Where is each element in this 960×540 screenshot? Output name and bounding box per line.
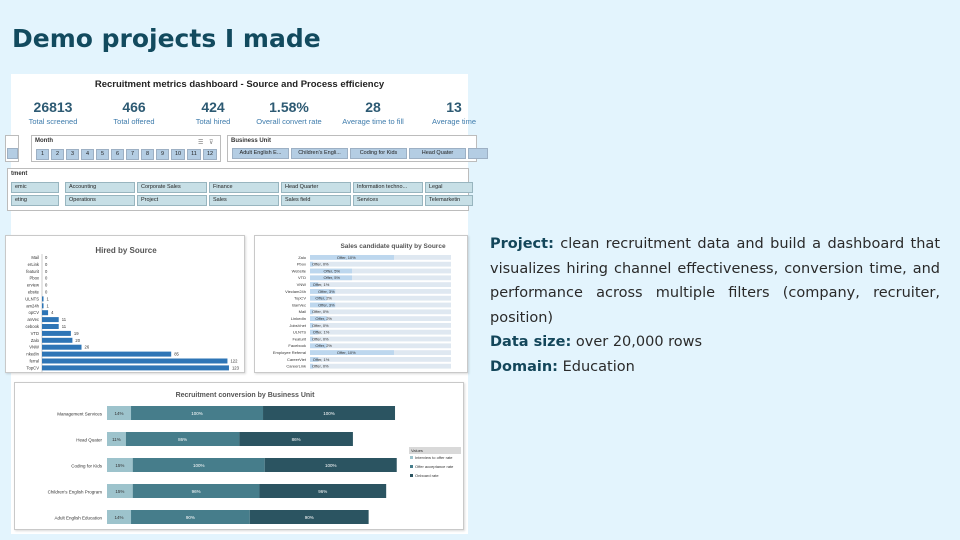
month-button[interactable]: 1 — [36, 149, 49, 160]
kpi-total-screened — [13, 99, 93, 126]
legend-title: Values — [411, 448, 423, 453]
legend-entry: Interview to offer rate — [415, 455, 453, 460]
tick-label: VNW — [296, 282, 306, 287]
bu-button[interactable]: Children's Engli... — [291, 148, 348, 159]
month-button[interactable]: 6 — [111, 149, 124, 160]
bu-button[interactable]: Head Quater — [409, 148, 466, 159]
department-button[interactable]: Information techno... — [353, 182, 423, 193]
data-label: Offer, 0% — [312, 363, 329, 369]
tick-label: LinkedIn — [290, 316, 306, 321]
tick-label: erview — [26, 282, 39, 288]
data-label: Offer, 10% — [336, 350, 356, 355]
data-size-label: Data size: — [490, 334, 572, 350]
month-slicer — [31, 135, 221, 162]
chart-title: Recruitment conversion by Business Unit — [175, 392, 315, 399]
tick-label: ULNTS — [292, 329, 306, 335]
bar — [42, 303, 44, 308]
business-unit-slicer — [227, 135, 477, 162]
data-label: 90% — [185, 515, 195, 520]
tick-label: VTD — [30, 330, 39, 336]
month-button[interactable]: 9 — [156, 149, 169, 160]
legend-entry: Offer acceptance rate — [415, 464, 454, 469]
data-label: 0 — [45, 275, 48, 281]
slicer-partial-button[interactable] — [7, 148, 18, 159]
legend-swatch — [410, 465, 413, 468]
data-label: 86% — [291, 437, 301, 442]
data-label: Offer, 0% — [312, 261, 329, 267]
bar-track — [310, 364, 451, 369]
department-button[interactable]: Accounting — [65, 182, 135, 193]
data-label: 0 — [45, 282, 48, 288]
department-button[interactable]: Sales — [209, 195, 279, 206]
data-label: 14% — [114, 411, 124, 416]
tick-label: Children's English Program — [47, 489, 102, 495]
tick-label: Pbox — [296, 261, 306, 267]
slide-title: Demo projects I made — [12, 24, 321, 53]
tick-label: Mail — [31, 255, 39, 260]
bar-track — [310, 262, 451, 267]
data-label: Offer, 2% — [315, 295, 332, 301]
tick-label: Employee Referral — [272, 350, 306, 355]
candidate-quality-panel — [254, 235, 468, 373]
tick-label: CareerViet — [286, 356, 306, 362]
domain-text: Education — [562, 358, 635, 375]
legend-swatch — [410, 456, 413, 459]
bar — [42, 338, 72, 343]
data-label: 86% — [178, 437, 188, 442]
bar-track — [310, 330, 451, 335]
department-button[interactable]: eting — [11, 195, 59, 206]
tick-label: Adult English Education — [54, 515, 102, 521]
kpi-value: 424 — [201, 99, 225, 115]
chart-title: Sales candidate quality by Source — [340, 243, 446, 250]
kpi-value: 26813 — [33, 99, 73, 115]
bar-track — [310, 337, 451, 342]
bar — [42, 359, 227, 364]
bu-button[interactable]: Coding for Kids — [350, 148, 407, 159]
data-label: 100% — [191, 411, 203, 416]
bar — [42, 365, 229, 370]
data-label: 4 — [51, 310, 54, 316]
data-label: 26 — [84, 344, 90, 350]
data-label: Offer, 2% — [315, 316, 332, 321]
tick-label: Vieclam24h — [285, 288, 306, 294]
tick-label: BanVec — [292, 302, 306, 308]
bu-button[interactable]: Adult English E... — [232, 148, 289, 159]
tick-label: cebook — [25, 324, 39, 329]
month-button[interactable]: 3 — [66, 149, 79, 160]
department-button[interactable]: Telemarketin — [425, 195, 473, 206]
kpi-label: Overall convert rate — [256, 117, 322, 126]
multi-select-icon[interactable]: ☰ — [198, 140, 204, 146]
data-label: 100% — [323, 411, 335, 416]
tick-label: ULNTS — [25, 296, 39, 302]
bar — [42, 324, 59, 329]
data-label: 122 — [230, 358, 238, 364]
bu-slicer-title: Business Unit — [231, 138, 272, 144]
kpi-time-to-fill — [333, 99, 413, 126]
dashboard-screenshot — [11, 74, 477, 534]
legend-swatch — [410, 474, 413, 477]
project-description — [490, 232, 940, 379]
bar-track — [310, 282, 451, 287]
tick-label: am24h — [26, 303, 39, 309]
data-label: 20 — [75, 337, 81, 343]
legend-entry: Onboard rate — [415, 473, 439, 478]
department-button[interactable]: emic — [11, 182, 59, 193]
bar — [42, 310, 48, 315]
kpi-label: Total offered — [113, 117, 155, 126]
month-button[interactable]: 2 — [51, 149, 64, 160]
month-button[interactable]: 7 — [126, 149, 139, 160]
tick-label: nkedIn — [26, 351, 39, 357]
kpi-label: Total hired — [195, 117, 231, 126]
tick-label: Website — [291, 268, 306, 274]
data-label: Offer, 0% — [312, 309, 329, 315]
data-label: 14% — [114, 515, 124, 520]
data-label: 96% — [318, 489, 328, 494]
tick-label: Featurit — [292, 336, 306, 342]
tick-label: erLink — [27, 261, 39, 267]
bar-track — [310, 323, 451, 328]
bu-conversion-panel — [14, 382, 464, 530]
month-button[interactable]: 11 — [187, 149, 201, 160]
bu-conversion-chart — [15, 383, 465, 531]
bar — [42, 317, 59, 322]
chart-title: Hired by Source — [95, 246, 157, 255]
bu-button[interactable] — [468, 148, 488, 159]
data-label: Offer, 2% — [315, 343, 332, 349]
data-label: Offer, 5% — [323, 268, 341, 274]
tick-label: featurit — [26, 268, 39, 274]
kpi-value: 1.58% — [269, 99, 309, 115]
tick-label: Facebook — [288, 343, 306, 349]
department-slicer-title: tment — [11, 171, 28, 177]
bar — [42, 352, 171, 357]
data-label: 1 — [46, 303, 49, 309]
bar — [42, 331, 71, 336]
data-label: 0 — [45, 255, 48, 260]
month-button[interactable]: 5 — [96, 149, 109, 160]
tick-label: VTD — [298, 275, 306, 281]
tick-label: ebsite — [27, 289, 39, 295]
department-button[interactable]: Head Quarter — [281, 182, 351, 193]
tick-label: ferral — [29, 358, 39, 364]
data-label: 11% — [112, 437, 121, 442]
tick-label: opCV — [28, 310, 39, 316]
slicer-partial — [5, 135, 19, 162]
department-slicer — [7, 168, 469, 211]
clear-filter-icon[interactable]: ⊽ — [209, 140, 214, 146]
bar — [42, 345, 82, 350]
tick-label: Zalo — [298, 254, 306, 260]
data-label: 15% — [115, 489, 125, 494]
project-label: Project: — [490, 236, 554, 252]
kpi-average-time — [414, 99, 494, 126]
tick-label: JobsVnet — [289, 322, 306, 328]
data-label: 0 — [45, 268, 48, 274]
data-label: 19 — [73, 330, 79, 336]
data-label: Offer, 10% — [336, 254, 356, 260]
data-label: Offer, 3% — [318, 288, 335, 294]
data-label: 85 — [174, 351, 179, 357]
kpi-label: Total screened — [28, 117, 78, 126]
data-label: 0 — [45, 289, 48, 295]
data-label: Offer, 0% — [312, 322, 329, 328]
data-label: Offer, 0% — [312, 336, 329, 342]
data-label: 11 — [61, 324, 67, 329]
tick-label: Pbox — [29, 275, 39, 281]
kpi-value: 13 — [446, 99, 462, 115]
department-button[interactable]: Sales field — [281, 195, 351, 206]
tick-label: Zalo — [30, 337, 39, 343]
data-label: Offer, 1% — [312, 329, 330, 335]
kpi-value: 28 — [365, 99, 381, 115]
dashboard-title: Recruitment metrics dashboard - Source and Process efficiency — [94, 79, 385, 90]
tick-label: anVec — [27, 317, 39, 323]
month-button[interactable]: 10 — [171, 149, 185, 160]
data-label: Offer, 3% — [318, 302, 335, 308]
bar — [42, 296, 44, 301]
data-label: 11 — [61, 317, 67, 323]
tick-label: CareerLink — [286, 363, 306, 369]
data-label: Offer, 1% — [312, 356, 330, 362]
department-button[interactable]: Services — [353, 195, 423, 206]
data-label: 1 — [46, 296, 49, 302]
kpi-total-offered — [94, 99, 174, 126]
department-button[interactable]: Legal — [425, 182, 473, 193]
data-label: Offer, 1% — [312, 282, 330, 287]
data-label: 15% — [115, 463, 125, 468]
data-label: 123 — [231, 365, 239, 371]
month-button[interactable]: 12 — [203, 149, 217, 160]
tick-label: TopCV — [26, 365, 39, 371]
domain-label: Domain: — [490, 358, 558, 375]
data-label: Offer, 5% — [323, 275, 341, 281]
data-label: 96% — [191, 489, 201, 494]
tick-label: TopCV — [293, 295, 306, 301]
project-text: clean recruitment data and build a dashboard that visualizes hiring channel effectiveness, conversion time, and performance across multiple filters (company, recruiter, position) — [490, 236, 941, 326]
month-button[interactable]: 4 — [81, 149, 94, 160]
month-button[interactable]: 8 — [141, 149, 154, 160]
tick-label: Management Services — [57, 411, 102, 417]
department-button[interactable]: Finance — [209, 182, 279, 193]
hired-by-source-chart — [6, 236, 246, 374]
data-label: 100% — [324, 463, 337, 468]
month-slicer-title: Month — [35, 138, 53, 144]
kpi-convert-rate — [249, 99, 329, 126]
candidate-quality-chart — [255, 236, 469, 374]
kpi-label: Average time to fill — [342, 117, 404, 126]
tick-label: Coding for Kids — [71, 463, 102, 469]
kpi-label: Average time — [431, 117, 477, 126]
tick-label: VNW — [29, 344, 39, 350]
bar-track — [310, 357, 451, 362]
department-button[interactable]: Project — [137, 195, 207, 206]
data-size-text: over 20,000 rows — [575, 334, 703, 350]
tick-label: Head Quater — [76, 437, 102, 443]
tick-label: Mail — [298, 309, 306, 315]
kpi-total-hired — [173, 99, 253, 126]
bar-track — [310, 309, 451, 314]
hired-by-source-panel — [5, 235, 245, 373]
data-label: 100% — [192, 463, 205, 468]
data-label: 0 — [45, 261, 48, 267]
department-button[interactable]: Operations — [65, 195, 135, 206]
data-label: 90% — [304, 515, 314, 520]
kpi-value: 466 — [122, 99, 146, 115]
department-button[interactable]: Corporate Sales — [137, 182, 207, 193]
